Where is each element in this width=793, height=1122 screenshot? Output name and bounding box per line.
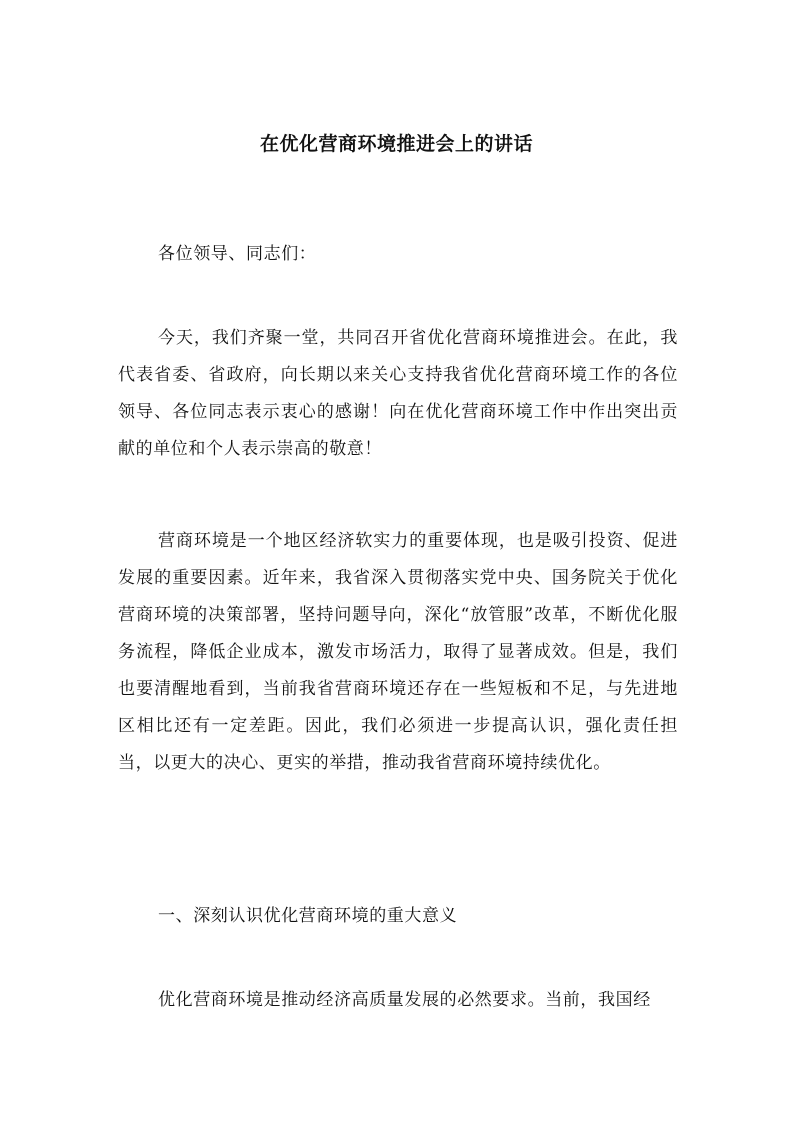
intro-paragraph: 今天，我们齐聚一堂，共同召开省优化营商环境推进会。在此，我代表省委、省政府，向长期以来关心支持我省优化营商环境工作的各位领导、各位同志表示衷心的感谢！向在优化营商环境工作中作出突出贡献的单位和个人表示崇高的敬意！ xyxy=(118,328,678,459)
section-body-paragraph: 优化营商环境是推动经济高质量发展的必然要求。当前，我国经 xyxy=(158,990,651,1010)
document-title: 在优化营商环境推进会上的讲话 xyxy=(259,133,533,155)
greeting-paragraph: 各位领导、同志们： xyxy=(158,244,317,264)
business-environment-paragraph: 营商环境是一个地区经济软实力的重要体现，也是吸引投资、促进发展的重要因素。近年来，我省深入贯彻落实党中央、国务院关于优化营商环境的决策部署，坚持问题导向，深化“放管服”改革，不断优化服务流程，降低企业成本，激发市场活力，取得了显著成效。但是，我们也要清醒地看到，当前我省营商环境还存在一些短板和不足，与先进地区相比还有一定差距。因此，我们必须进一步提高认识，强化责任担当，以更大的决心、更实的举措，推动我省营商环境持续优化。 xyxy=(118,531,678,773)
section-heading: 一、深刻认识优化营商环境的重大意义 xyxy=(158,906,458,926)
